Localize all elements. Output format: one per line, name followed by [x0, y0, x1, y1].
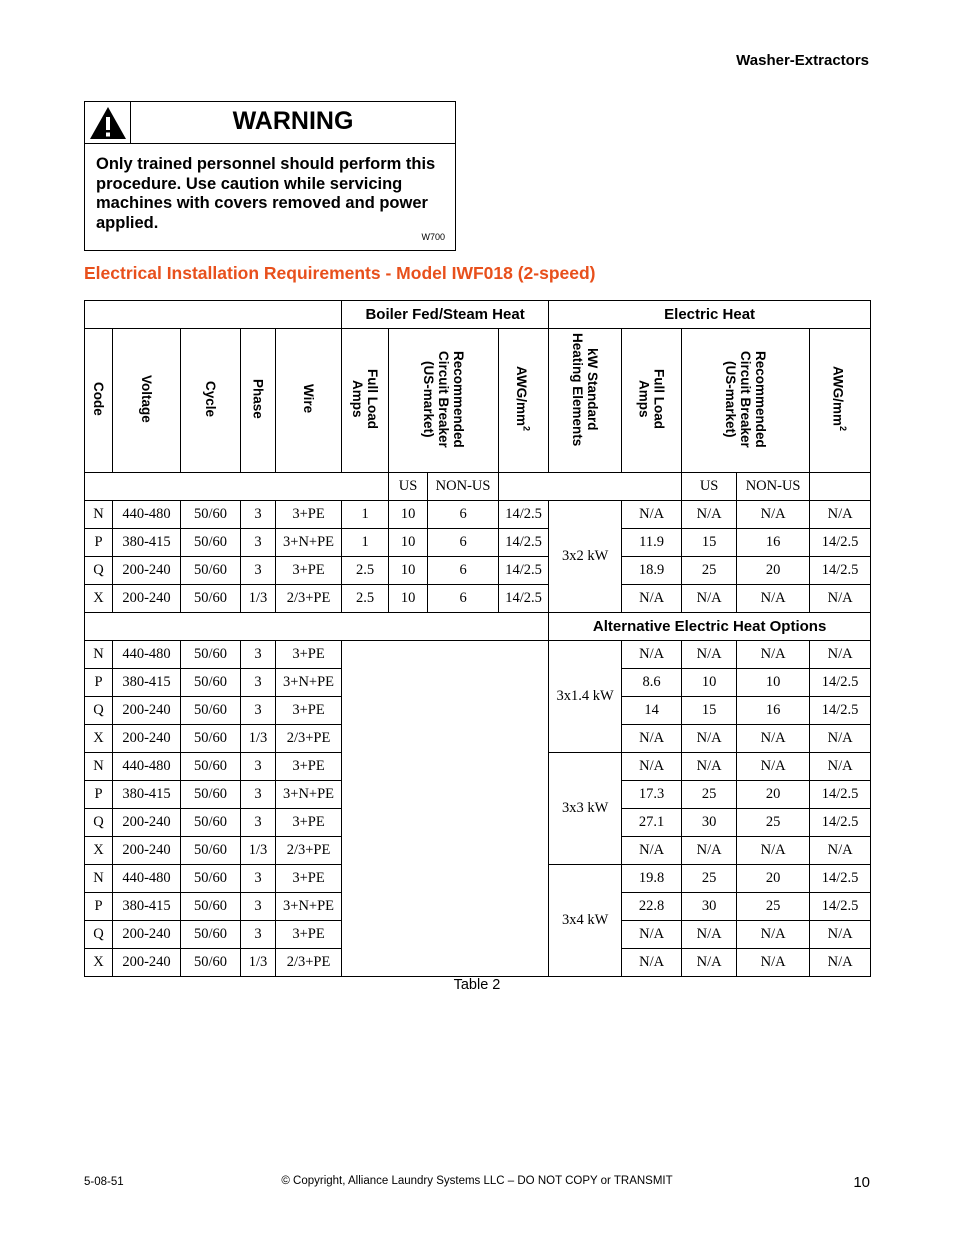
warning-text: Only trained personnel should perform this procedure. Use caution while servicing machines with covers removed and power applied.: [96, 155, 436, 232]
cell-code: P: [85, 529, 113, 557]
cell-wire: 3+PE: [276, 557, 342, 585]
cell-electric-breaker-us: N/A: [682, 725, 737, 753]
cell-full-load-amps: 2.5: [342, 557, 389, 585]
cell-awg: 14/2.5: [499, 501, 549, 529]
cell-breaker-us: 10: [389, 501, 428, 529]
cell-kw-alternative: 3x1.4 kW: [549, 641, 622, 753]
cell-electric-awg: N/A: [810, 641, 871, 669]
cell-electric-breaker-us: 15: [682, 529, 737, 557]
cell-cycle: 50/60: [181, 753, 241, 781]
subheader-us: US: [389, 473, 428, 501]
cell-kw-alternative: 3x3 kW: [549, 753, 622, 865]
warning-title: WARNING: [232, 107, 354, 135]
cell-voltage: 440-480: [113, 501, 181, 529]
cell-code: X: [85, 837, 113, 865]
cell-phase: 3: [241, 669, 276, 697]
blank-alt-cell: [85, 613, 549, 641]
cell-awg: 14/2.5: [499, 557, 549, 585]
header-voltage: Voltage: [113, 329, 181, 473]
cell-phase: 3: [241, 753, 276, 781]
cell-awg: 14/2.5: [499, 585, 549, 613]
cell-electric-awg: 14/2.5: [810, 669, 871, 697]
cell-phase: 3: [241, 893, 276, 921]
cell-breaker-non-us: 6: [428, 501, 499, 529]
blank-subheader-cell: [499, 473, 682, 501]
cell-electric-awg: N/A: [810, 501, 871, 529]
blank-subheader-cell: [810, 473, 871, 501]
cell-electric-breaker-non-us: 16: [737, 697, 810, 725]
cell-phase: 3: [241, 781, 276, 809]
page-number: 10: [853, 1174, 870, 1191]
cell-electric-breaker-non-us: 20: [737, 557, 810, 585]
cell-electric-full-load-amps: N/A: [622, 641, 682, 669]
cell-cycle: 50/60: [181, 697, 241, 725]
blank-group-cell: [85, 301, 342, 329]
group-electric-header: Electric Heat: [549, 301, 871, 329]
blank-subheader-cell: [85, 473, 389, 501]
cell-code: Q: [85, 921, 113, 949]
cell-electric-full-load-amps: N/A: [622, 921, 682, 949]
cell-electric-breaker-us: N/A: [682, 921, 737, 949]
table-row: [85, 557, 871, 585]
cell-wire: 2/3+PE: [276, 949, 342, 977]
cell-phase: 3: [241, 865, 276, 893]
header-full-load-amps: Full Load Amps: [342, 329, 389, 473]
cell-wire: 2/3+PE: [276, 725, 342, 753]
cell-wire: 3+PE: [276, 865, 342, 893]
electrical-requirements-table: [84, 300, 871, 977]
warning-triangle-icon: [89, 106, 127, 140]
cell-electric-breaker-non-us: N/A: [737, 753, 810, 781]
cell-code: P: [85, 669, 113, 697]
cell-electric-breaker-us: N/A: [682, 585, 737, 613]
cell-phase: 3: [241, 697, 276, 725]
cell-wire: 2/3+PE: [276, 585, 342, 613]
cell-code: X: [85, 949, 113, 977]
cell-electric-full-load-amps: 14: [622, 697, 682, 725]
cell-electric-breaker-us: N/A: [682, 753, 737, 781]
cell-wire: 2/3+PE: [276, 837, 342, 865]
cell-phase: 3: [241, 501, 276, 529]
cell-electric-breaker-non-us: N/A: [737, 725, 810, 753]
cell-full-load-amps: 2.5: [342, 585, 389, 613]
cell-wire: 3+PE: [276, 697, 342, 725]
cell-electric-full-load-amps: 19.8: [622, 865, 682, 893]
cell-cycle: 50/60: [181, 809, 241, 837]
cell-electric-breaker-non-us: N/A: [737, 501, 810, 529]
cell-code: N: [85, 501, 113, 529]
cell-electric-full-load-amps: 22.8: [622, 893, 682, 921]
cell-wire: 3+PE: [276, 753, 342, 781]
cell-breaker-non-us: 6: [428, 557, 499, 585]
cell-cycle: 50/60: [181, 529, 241, 557]
cell-cycle: 50/60: [181, 921, 241, 949]
cell-kw-alternative: 3x4 kW: [549, 865, 622, 977]
cell-breaker-us: 10: [389, 557, 428, 585]
cell-code: X: [85, 585, 113, 613]
cell-electric-awg: 14/2.5: [810, 557, 871, 585]
cell-voltage: 200-240: [113, 725, 181, 753]
blank-boiler-area: [342, 641, 549, 977]
cell-electric-awg: 14/2.5: [810, 529, 871, 557]
cell-voltage: 440-480: [113, 641, 181, 669]
running-header: Washer-Extractors: [736, 52, 869, 69]
section-title: Electrical Installation Requirements - Model IWF018 (2-speed): [84, 263, 596, 283]
cell-code: N: [85, 641, 113, 669]
cell-cycle: 50/60: [181, 893, 241, 921]
warning-code: W700: [421, 232, 445, 242]
cell-phase: 3: [241, 529, 276, 557]
cell-voltage: 440-480: [113, 753, 181, 781]
cell-electric-breaker-us: 25: [682, 557, 737, 585]
cell-electric-full-load-amps: 11.9: [622, 529, 682, 557]
cell-breaker-us: 10: [389, 585, 428, 613]
cell-wire: 3+N+PE: [276, 669, 342, 697]
table-row: [85, 529, 871, 557]
header-phase: Phase: [241, 329, 276, 473]
alt-options-header-row: [85, 613, 871, 641]
cell-electric-full-load-amps: N/A: [622, 753, 682, 781]
cell-voltage: 380-415: [113, 781, 181, 809]
cell-electric-breaker-us: N/A: [682, 949, 737, 977]
table-row: [85, 501, 871, 529]
cell-wire: 3+PE: [276, 501, 342, 529]
header-kw-standard: kW Standard Heating Elements: [549, 329, 622, 473]
cell-electric-full-load-amps: N/A: [622, 725, 682, 753]
cell-electric-breaker-us: 10: [682, 669, 737, 697]
cell-phase: 1/3: [241, 725, 276, 753]
cell-electric-breaker-non-us: N/A: [737, 585, 810, 613]
table-row: [85, 585, 871, 613]
alt-options-header: Alternative Electric Heat Options: [549, 613, 871, 641]
copyright: © Copyright, Alliance Laundry Systems LLC – DO NOT COPY or TRANSMIT: [281, 1175, 673, 1187]
cell-electric-full-load-amps: 8.6: [622, 669, 682, 697]
cell-code: Q: [85, 697, 113, 725]
cell-electric-awg: N/A: [810, 921, 871, 949]
header-circuit-breaker: Recommended Circuit Breaker (US-market): [389, 329, 499, 473]
cell-cycle: 50/60: [181, 781, 241, 809]
cell-electric-breaker-non-us: N/A: [737, 837, 810, 865]
cell-electric-awg: 14/2.5: [810, 865, 871, 893]
warning-header: [85, 102, 455, 144]
cell-cycle: 50/60: [181, 641, 241, 669]
cell-awg: 14/2.5: [499, 529, 549, 557]
cell-electric-awg: N/A: [810, 837, 871, 865]
cell-voltage: 200-240: [113, 809, 181, 837]
cell-electric-breaker-us: 30: [682, 893, 737, 921]
subheader-non-us: NON-US: [428, 473, 499, 501]
cell-cycle: 50/60: [181, 949, 241, 977]
cell-electric-breaker-us: 25: [682, 865, 737, 893]
cell-breaker-us: 10: [389, 529, 428, 557]
cell-electric-breaker-us: N/A: [682, 641, 737, 669]
cell-electric-awg: N/A: [810, 949, 871, 977]
warning-box: [84, 101, 456, 251]
cell-phase: 1/3: [241, 949, 276, 977]
cell-electric-breaker-us: 30: [682, 809, 737, 837]
warning-icon-cell: [85, 102, 131, 143]
cell-electric-breaker-us: 15: [682, 697, 737, 725]
header-electric-awg: AWG/$mm^2$: [810, 329, 871, 473]
header-code: Code: [85, 329, 113, 473]
cell-electric-full-load-amps: N/A: [622, 949, 682, 977]
cell-electric-breaker-us: 25: [682, 781, 737, 809]
cell-cycle: 50/60: [181, 725, 241, 753]
cell-electric-awg: N/A: [810, 585, 871, 613]
table-caption: Table 2: [453, 977, 501, 993]
cell-cycle: 50/60: [181, 669, 241, 697]
cell-code: N: [85, 753, 113, 781]
cell-electric-full-load-amps: N/A: [622, 585, 682, 613]
header-awg: AWG/$mm^2$: [499, 329, 549, 473]
cell-cycle: 50/60: [181, 837, 241, 865]
cell-kw-standard: 3x2 kW: [549, 501, 622, 613]
cell-code: Q: [85, 557, 113, 585]
cell-voltage: 200-240: [113, 585, 181, 613]
cell-cycle: 50/60: [181, 585, 241, 613]
cell-wire: 3+N+PE: [276, 781, 342, 809]
cell-electric-breaker-non-us: 25: [737, 809, 810, 837]
cell-electric-awg: 14/2.5: [810, 781, 871, 809]
cell-electric-breaker-us: N/A: [682, 837, 737, 865]
cell-wire: 3+PE: [276, 809, 342, 837]
header-cycle: Cycle: [181, 329, 241, 473]
cell-wire: 3+N+PE: [276, 529, 342, 557]
table-row: [85, 641, 871, 669]
header-electric-circuit-breaker: Recommended Circuit Breaker (US-market): [682, 329, 810, 473]
header-wire: Wire: [276, 329, 342, 473]
cell-voltage: 380-415: [113, 893, 181, 921]
cell-electric-breaker-non-us: N/A: [737, 949, 810, 977]
cell-voltage: 380-415: [113, 669, 181, 697]
cell-breaker-non-us: 6: [428, 585, 499, 613]
cell-electric-breaker-non-us: 10: [737, 669, 810, 697]
subheader-us: US: [682, 473, 737, 501]
group-boiler-header: Boiler Fed/Steam Heat: [342, 301, 549, 329]
header-electric-full-load-amps: Full Load Amps: [622, 329, 682, 473]
subheader-non-us: NON-US: [737, 473, 810, 501]
cell-electric-breaker-non-us: 16: [737, 529, 810, 557]
cell-phase: 3: [241, 641, 276, 669]
cell-phase: 1/3: [241, 585, 276, 613]
cell-electric-breaker-us: N/A: [682, 501, 737, 529]
cell-electric-full-load-amps: 18.9: [622, 557, 682, 585]
cell-electric-breaker-non-us: 20: [737, 781, 810, 809]
cell-cycle: 50/60: [181, 865, 241, 893]
cell-full-load-amps: 1: [342, 501, 389, 529]
cell-voltage: 200-240: [113, 949, 181, 977]
cell-phase: 3: [241, 921, 276, 949]
cell-voltage: 440-480: [113, 865, 181, 893]
cell-electric-full-load-amps: N/A: [622, 837, 682, 865]
cell-code: N: [85, 865, 113, 893]
cell-code: P: [85, 781, 113, 809]
cell-phase: 3: [241, 809, 276, 837]
cell-voltage: 200-240: [113, 837, 181, 865]
doc-number: 5-08-51: [84, 1176, 124, 1188]
cell-electric-awg: 14/2.5: [810, 893, 871, 921]
cell-phase: 1/3: [241, 837, 276, 865]
cell-cycle: 50/60: [181, 501, 241, 529]
cell-phase: 3: [241, 557, 276, 585]
cell-electric-awg: 14/2.5: [810, 809, 871, 837]
cell-electric-full-load-amps: N/A: [622, 501, 682, 529]
cell-voltage: 380-415: [113, 529, 181, 557]
cell-voltage: 200-240: [113, 921, 181, 949]
cell-cycle: 50/60: [181, 557, 241, 585]
cell-electric-breaker-non-us: 25: [737, 893, 810, 921]
cell-electric-awg: N/A: [810, 753, 871, 781]
cell-wire: 3+PE: [276, 641, 342, 669]
cell-electric-full-load-amps: 17.3: [622, 781, 682, 809]
cell-code: Q: [85, 809, 113, 837]
cell-voltage: 200-240: [113, 697, 181, 725]
cell-code: X: [85, 725, 113, 753]
cell-breaker-non-us: 6: [428, 529, 499, 557]
cell-code: P: [85, 893, 113, 921]
cell-electric-breaker-non-us: 20: [737, 865, 810, 893]
cell-electric-full-load-amps: 27.1: [622, 809, 682, 837]
cell-voltage: 200-240: [113, 557, 181, 585]
cell-electric-breaker-non-us: N/A: [737, 921, 810, 949]
cell-electric-awg: 14/2.5: [810, 697, 871, 725]
cell-wire: 3+PE: [276, 921, 342, 949]
cell-electric-awg: N/A: [810, 725, 871, 753]
cell-full-load-amps: 1: [342, 529, 389, 557]
cell-wire: 3+N+PE: [276, 893, 342, 921]
cell-electric-breaker-non-us: N/A: [737, 641, 810, 669]
